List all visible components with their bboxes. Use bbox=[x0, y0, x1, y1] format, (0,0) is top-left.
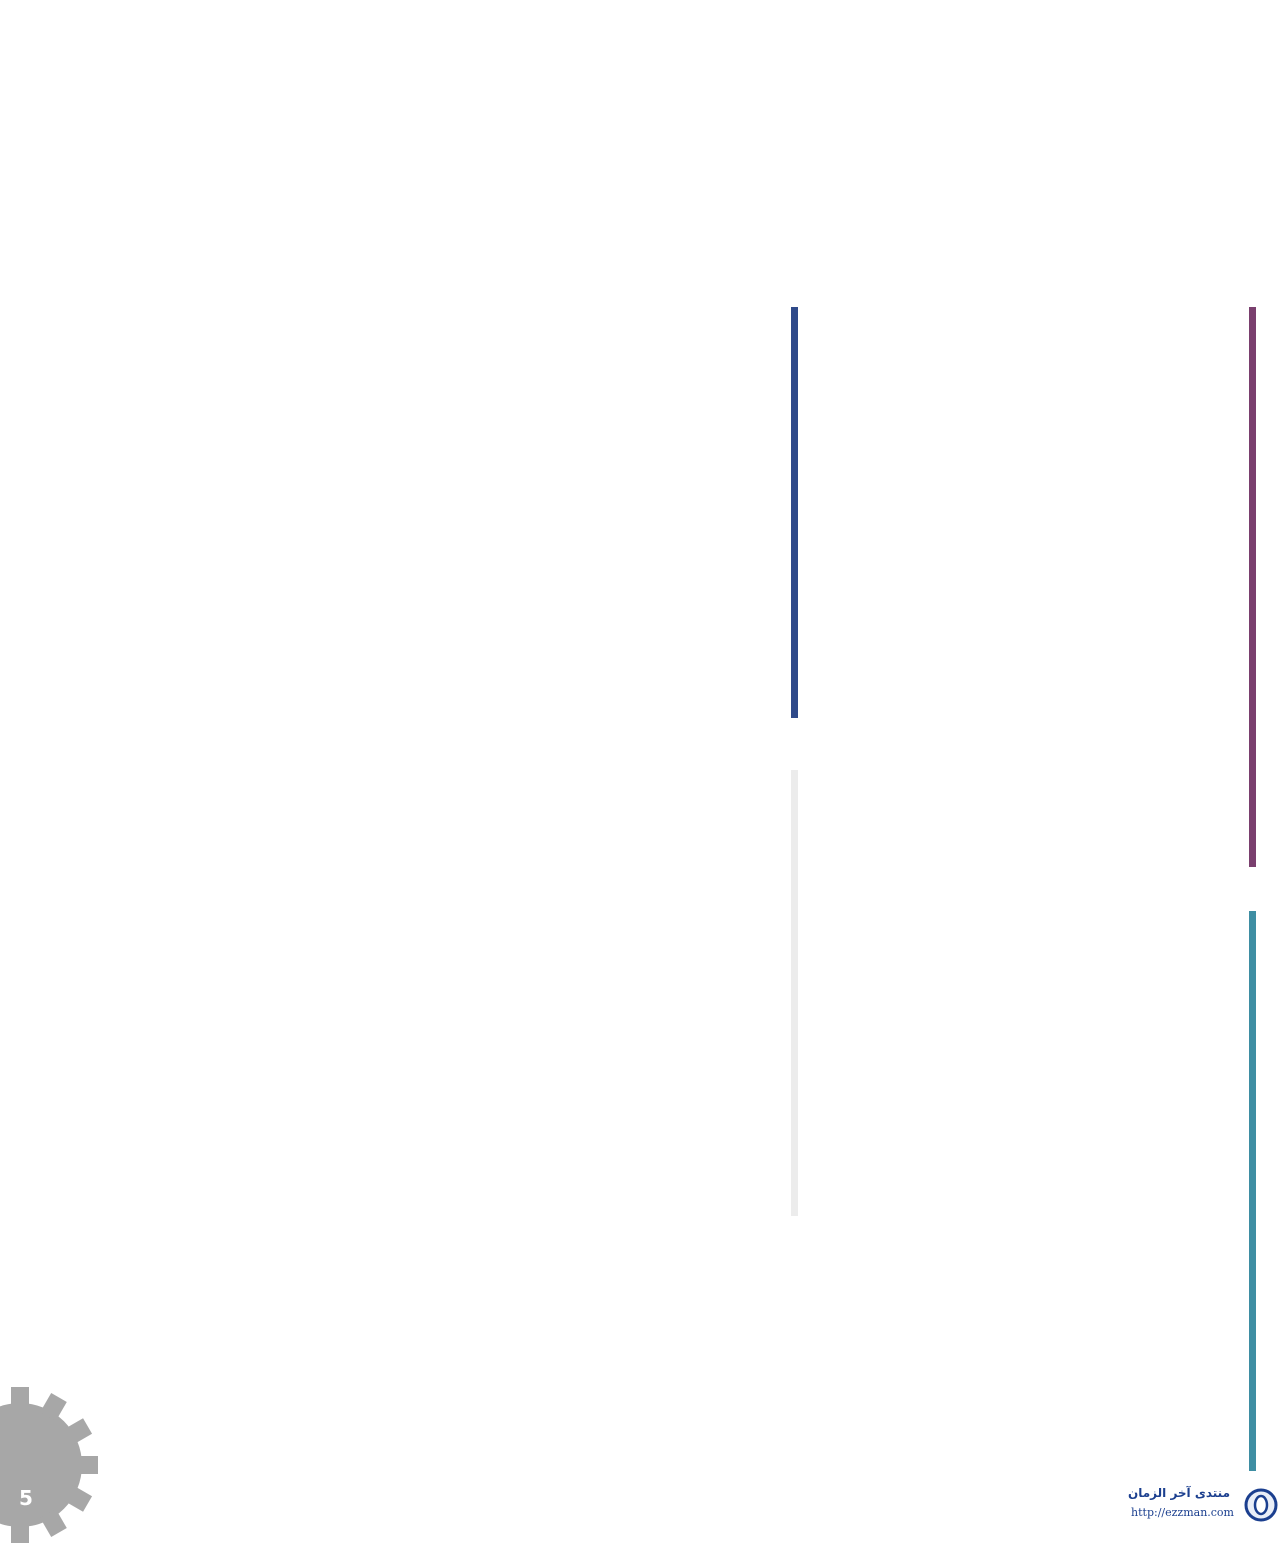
sources-color-bar bbox=[791, 770, 798, 1216]
chapter7-color-bar bbox=[791, 307, 798, 718]
shield-logo-icon bbox=[1244, 1488, 1278, 1522]
watermark-url[interactable]: http://ezzman.com bbox=[1131, 1506, 1234, 1519]
chapter5-color-bar bbox=[1249, 307, 1256, 867]
watermark-title: منتدى آخر الزمان bbox=[1128, 1486, 1230, 1500]
page-number: 5 bbox=[19, 1486, 33, 1510]
watermark bbox=[1102, 1486, 1282, 1526]
gear-icon bbox=[0, 1385, 100, 1545]
chapter6-color-bar bbox=[1249, 911, 1256, 1471]
